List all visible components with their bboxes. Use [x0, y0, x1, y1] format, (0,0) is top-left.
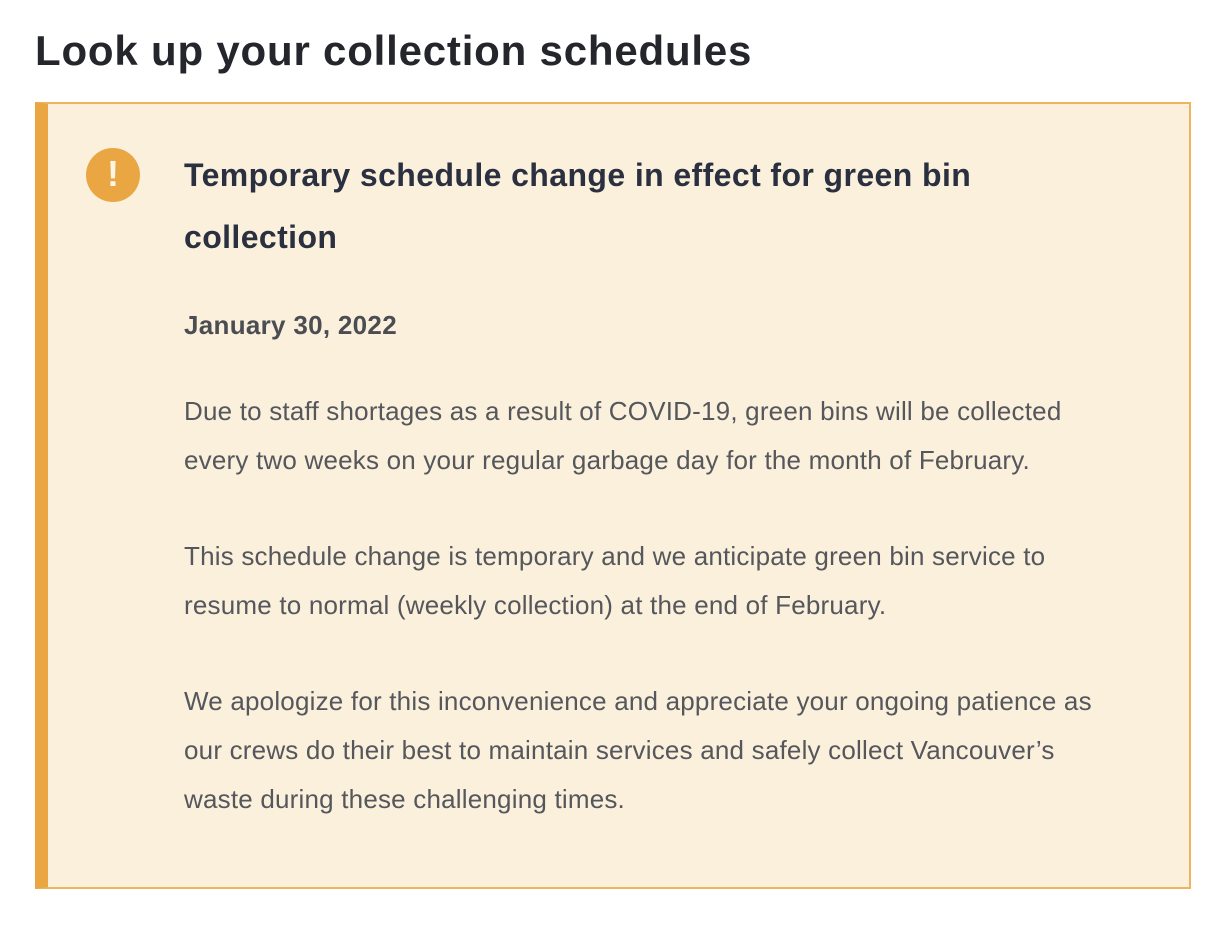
schedule-change-alert	[35, 102, 1191, 889]
exclamation-glyph: !	[107, 153, 119, 195]
alert-exclamation-icon	[86, 148, 140, 202]
alert-paragraph-3: We apologize for this inconvenience and appreciate your ongoing patience as our crews do their best to maintain services and safely collect Vancouver’s waste during these challenging times.	[184, 686, 1092, 815]
page-title: Look up your collection schedules	[35, 27, 753, 74]
alert-date: January 30, 2022	[184, 310, 397, 341]
alert-paragraph-2: This schedule change is temporary and we anticipate green bin service to resume to normal (weekly collection) at the end of February.	[184, 541, 1046, 621]
alert-heading: Temporary schedule change in effect for green bin collection	[184, 157, 972, 256]
alert-content	[184, 144, 1115, 824]
alert-paragraph-1: Due to staff shortages as a result of COVID-19, green bins will be collected every two weeks on your regular garbage day for the month of February.	[184, 396, 1062, 476]
